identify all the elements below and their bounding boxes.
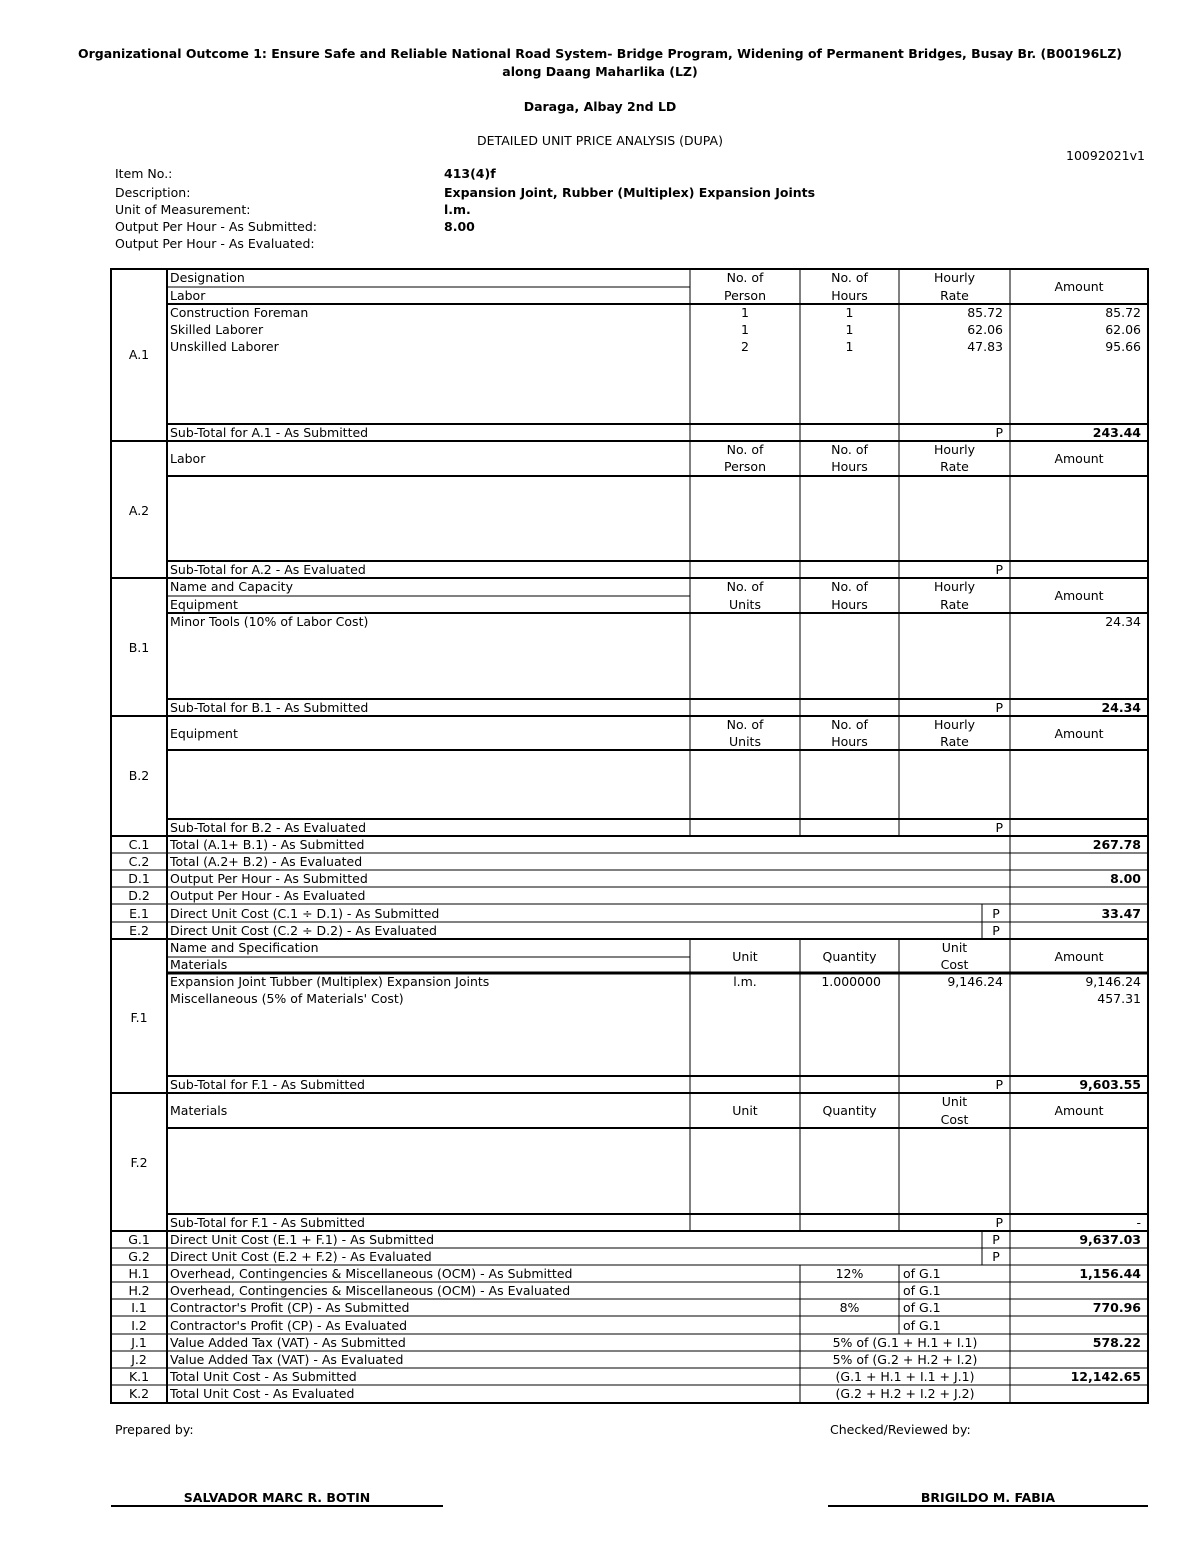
subtotal-label: Sub-Total for A.2 - As Evaluated	[170, 562, 366, 577]
col-units-header: Units	[729, 597, 761, 612]
row-percent: 12%	[835, 1266, 864, 1281]
col-amount-header: Amount	[1054, 1103, 1104, 1118]
info-label: Output Per Hour - As Submitted:	[115, 219, 317, 234]
row-of: of G.1	[903, 1300, 941, 1315]
row-label: Total (A.2+ B.2) - As Evaluated	[170, 854, 363, 869]
col-amount-header: Amount	[1054, 451, 1104, 466]
row-label: Total (A.1+ B.1) - As Submitted	[170, 837, 365, 852]
row-code: H.2	[128, 1283, 150, 1298]
row-value: 1,156.44	[1079, 1266, 1141, 1281]
title-line-1: Organizational Outcome 1: Ensure Safe and Reliable National Road System- Bridge Program, Widening of Permanent Bridges, Busay Br. (B00196LZ)	[77, 46, 1123, 61]
labor-hours: 1	[845, 322, 854, 337]
col-hours-header: Hours	[831, 288, 868, 303]
material-amount: 9,146.24	[1085, 974, 1141, 989]
row-of: of G.1	[903, 1318, 941, 1333]
col-unitcost-header: Cost	[940, 1112, 969, 1127]
section-code: B.2	[128, 768, 150, 783]
row-label: Direct Unit Cost (C.2 ÷ D.2) - As Evaluated	[170, 923, 437, 938]
peso-sign: P	[995, 1077, 1003, 1092]
row-label: Total Unit Cost - As Evaluated	[170, 1386, 355, 1401]
subtotal-value: 9,603.55	[1079, 1077, 1141, 1092]
info-value: Expansion Joint, Rubber (Multiplex) Expansion Joints	[444, 185, 816, 200]
location: Daraga, Albay 2nd LD	[523, 99, 677, 114]
col-hours-header: No. of	[831, 270, 868, 285]
col-hours-header: Hours	[831, 459, 868, 474]
subtotal-value: 243.44	[1092, 425, 1141, 440]
row-code: J.2	[131, 1352, 147, 1367]
section-code: F.1	[130, 1010, 148, 1025]
row-formula: 5% of (G.2 + H.2 + I.2)	[832, 1352, 978, 1367]
subtotal-label: Sub-Total for A.1 - As Submitted	[170, 425, 369, 440]
peso-sign: P	[992, 1249, 1000, 1264]
row-code: E.1	[129, 906, 149, 921]
col-hours-header: No. of	[831, 579, 868, 594]
col-units-header: Units	[729, 734, 761, 749]
subtotal-label: Sub-Total for B.1 - As Submitted	[170, 700, 369, 715]
row-value: 12,142.65	[1070, 1369, 1141, 1384]
col-rate-header: Rate	[940, 597, 969, 612]
row-value: 33.47	[1101, 906, 1141, 921]
col-rate-header: Hourly	[934, 717, 975, 732]
row-label: Output Per Hour - As Evaluated	[170, 888, 366, 903]
col-persons-header: Person	[723, 459, 766, 474]
subtotal-value: -	[1136, 1215, 1141, 1230]
material-unit: l.m.	[733, 974, 757, 989]
subtotal-value: 24.34	[1101, 700, 1141, 715]
equipment-header: Equipment	[170, 597, 238, 612]
col-persons-header: Person	[723, 288, 766, 303]
peso-sign: P	[995, 425, 1003, 440]
row-label: Value Added Tax (VAT) - As Evaluated	[170, 1352, 404, 1367]
subtotal-label: Sub-Total for B.2 - As Evaluated	[170, 820, 367, 835]
row-percent: 8%	[839, 1300, 860, 1315]
section-code: B.1	[128, 640, 150, 655]
section-code: F.2	[130, 1155, 148, 1170]
labor-rate: 85.72	[967, 305, 1003, 320]
col-amount-header: Amount	[1054, 588, 1104, 603]
checked-by-name: BRIGILDO M. FABIA	[920, 1490, 1056, 1505]
row-code: E.2	[129, 923, 149, 938]
row-code: H.1	[128, 1266, 150, 1281]
row-label: Direct Unit Cost (E.1 + F.1) - As Submitted	[170, 1232, 435, 1247]
col-rate-header: Rate	[940, 734, 969, 749]
labor-amount: 95.66	[1105, 339, 1141, 354]
row-code: I.2	[131, 1318, 147, 1333]
row-formula: (G.1 + H.1 + I.1 + J.1)	[835, 1369, 975, 1384]
material-name: Expansion Joint Tubber (Multiplex) Expansion Joints	[170, 974, 490, 989]
row-label: Total Unit Cost - As Submitted	[170, 1369, 357, 1384]
col-hours-header: Hours	[831, 597, 868, 612]
row-code: G.2	[128, 1249, 150, 1264]
col-rate-header: Hourly	[934, 579, 975, 594]
section-code: A.1	[128, 347, 150, 362]
material-amount: 457.31	[1097, 991, 1141, 1006]
labor-persons: 2	[741, 339, 749, 354]
info-label: Unit of Measurement:	[115, 202, 251, 217]
prepared-by-label: Prepared by:	[115, 1422, 194, 1437]
col-quantity-header: Quantity	[822, 949, 877, 964]
name-spec-header: Name and Specification	[170, 940, 319, 955]
name-capacity-header: Name and Capacity	[170, 579, 293, 594]
info-value: l.m.	[444, 202, 471, 217]
labor-amount: 85.72	[1105, 305, 1141, 320]
row-formula: 5% of (G.1 + H.1 + I.1)	[832, 1335, 978, 1350]
row-label: Value Added Tax (VAT) - As Submitted	[170, 1335, 406, 1350]
material-unit-cost: 9,146.24	[947, 974, 1003, 989]
row-code: D.2	[128, 888, 150, 903]
row-code: K.1	[128, 1369, 150, 1384]
col-amount-header: Amount	[1054, 949, 1104, 964]
row-value: 8.00	[1110, 871, 1141, 886]
col-unit-header: Unit	[732, 949, 758, 964]
col-rate-header: Rate	[940, 288, 969, 303]
row-code: C.1	[128, 837, 150, 852]
checked-signature-line	[828, 1505, 1148, 1507]
labor-rate: 47.83	[967, 339, 1003, 354]
labor-header: Labor	[170, 451, 206, 466]
row-value: 9,637.03	[1079, 1232, 1141, 1247]
section-code: A.2	[128, 503, 150, 518]
materials-header: Materials	[170, 957, 228, 972]
row-of: of G.1	[903, 1266, 941, 1281]
labor-hours: 1	[845, 305, 854, 320]
col-rate-header: Rate	[940, 459, 969, 474]
peso-sign: P	[992, 1232, 1000, 1247]
col-persons-header: No. of	[726, 270, 764, 285]
col-hours-header: No. of	[831, 442, 868, 457]
row-of: of G.1	[903, 1283, 941, 1298]
labor-persons: 1	[741, 322, 749, 337]
col-rate-header: Hourly	[934, 270, 975, 285]
labor-rate: 62.06	[967, 322, 1003, 337]
row-label: Output Per Hour - As Submitted	[170, 871, 368, 886]
info-label: Item No.:	[115, 166, 173, 181]
row-code: G.1	[128, 1232, 150, 1247]
col-units-header: No. of	[726, 579, 764, 594]
col-unitcost-header: Cost	[940, 957, 969, 972]
peso-sign: P	[995, 562, 1003, 577]
labor-header: Labor	[170, 288, 206, 303]
prepared-by-name: SALVADOR MARC R. BOTIN	[183, 1490, 371, 1505]
row-label: Overhead, Contingencies & Miscellaneous (OCM) - As Evaluated	[170, 1283, 571, 1298]
labor-name: Skilled Laborer	[170, 322, 264, 337]
row-formula: (G.2 + H.2 + I.2 + J.2)	[835, 1386, 975, 1401]
title-line-2: along Daang Maharlika (LZ)	[502, 64, 698, 79]
version: 10092021v1	[1066, 148, 1145, 163]
row-value: 267.78	[1092, 837, 1141, 852]
labor-hours: 1	[845, 339, 854, 354]
col-hours-header: No. of	[831, 717, 868, 732]
row-code: C.2	[128, 854, 150, 869]
prepared-signature-line	[111, 1505, 443, 1507]
col-amount-header: Amount	[1054, 726, 1104, 741]
col-unitcost-header: Unit	[941, 1094, 968, 1109]
peso-sign: P	[995, 820, 1003, 835]
row-label: Overhead, Contingencies & Miscellaneous (OCM) - As Submitted	[170, 1266, 573, 1281]
row-label: Direct Unit Cost (C.1 ÷ D.1) - As Submitted	[170, 906, 440, 921]
info-value: 413(4)f	[444, 166, 496, 181]
labor-name: Unskilled Laborer	[170, 339, 279, 354]
peso-sign: P	[992, 923, 1000, 938]
col-rate-header: Hourly	[934, 442, 975, 457]
info-label: Description:	[115, 185, 191, 200]
col-amount-header: Amount	[1054, 279, 1104, 294]
row-label: Contractor's Profit (CP) - As Submitted	[170, 1300, 410, 1315]
col-units-header: No. of	[726, 717, 764, 732]
col-unit-header: Unit	[732, 1103, 758, 1118]
doc-title: DETAILED UNIT PRICE ANALYSIS (DUPA)	[477, 133, 723, 148]
labor-persons: 1	[741, 305, 749, 320]
peso-sign: P	[992, 906, 1000, 921]
equipment-amount: 24.34	[1105, 614, 1141, 629]
row-label: Contractor's Profit (CP) - As Evaluated	[170, 1318, 408, 1333]
row-code: D.1	[128, 871, 150, 886]
row-code: K.2	[128, 1386, 150, 1401]
row-value: 770.96	[1092, 1300, 1141, 1315]
labor-amount: 62.06	[1105, 322, 1141, 337]
col-persons-header: No. of	[726, 442, 764, 457]
checked-by-label: Checked/Reviewed by:	[830, 1422, 971, 1437]
subtotal-label: Sub-Total for F.1 - As Submitted	[170, 1215, 365, 1230]
row-value: 578.22	[1092, 1335, 1141, 1350]
equipment-name: Minor Tools (10% of Labor Cost)	[170, 614, 369, 629]
materials-header: Materials	[170, 1103, 228, 1118]
peso-sign: P	[995, 700, 1003, 715]
row-code: I.1	[131, 1300, 147, 1315]
equipment-header: Equipment	[170, 726, 238, 741]
labor-name: Construction Foreman	[170, 305, 309, 320]
material-quantity: 1.000000	[821, 974, 881, 989]
col-hours-header: Hours	[831, 734, 868, 749]
row-label: Direct Unit Cost (E.2 + F.2) - As Evaluated	[170, 1249, 432, 1264]
subtotal-label: Sub-Total for F.1 - As Submitted	[170, 1077, 365, 1092]
peso-sign: P	[995, 1215, 1003, 1230]
col-unitcost-header: Unit	[941, 940, 968, 955]
material-name: Miscellaneous (5% of Materials' Cost)	[170, 991, 404, 1006]
designation-header: Designation	[170, 270, 245, 285]
info-value: 8.00	[444, 219, 475, 234]
col-quantity-header: Quantity	[822, 1103, 877, 1118]
info-label: Output Per Hour - As Evaluated:	[115, 236, 315, 251]
row-code: J.1	[131, 1335, 147, 1350]
